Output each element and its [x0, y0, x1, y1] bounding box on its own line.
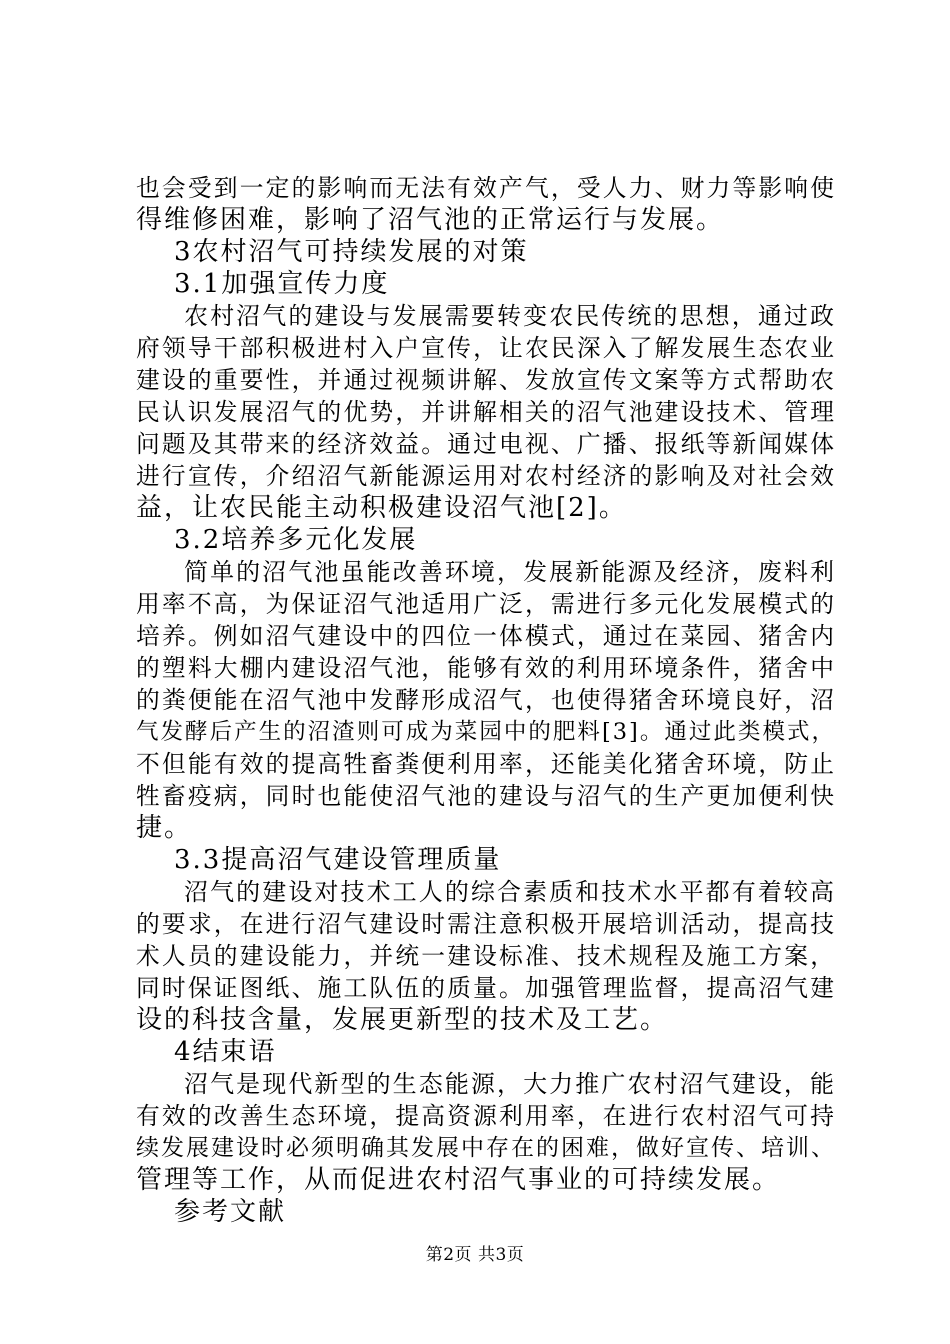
paragraph-line: 的塑料大棚内建设沼气池，能够有效的利用环境条件，猪舍中 [136, 654, 836, 682]
paragraph-line: 有效的改善生态环境，提高资源利用率，在进行农村沼气可持 [136, 1102, 836, 1130]
paragraph-line: 农村沼气的建设与发展需要转变农民传统的思想，通过政 [184, 302, 836, 330]
paragraph-line: 术人员的建设能力，并统一建设标准、技术规程及施工方案， [136, 942, 836, 970]
paragraph [136, 1068, 836, 1196]
page-footer [0, 1245, 950, 1265]
paragraph-line: 简单的沼气池虽能改善环境，发展新能源及经济，废料利 [184, 558, 836, 586]
section-heading: 3.2培养多元化发展 [174, 525, 418, 555]
paragraph-line: 捷。 [136, 813, 193, 843]
paragraph-line: 进行宣传，介绍沼气新能源运用对农村经济的影响及对社会效 [136, 462, 836, 490]
paragraph-line: 也会受到一定的影响而无法有效产气，受人力、财力等影响使 [136, 174, 836, 202]
paragraph-line: 的要求，在进行沼气建设时需注意积极开展培训活动，提高技 [136, 910, 836, 938]
paragraph [136, 172, 836, 236]
paragraph-line: 问题及其带来的经济效益。通过电视、广播、报纸等新闻媒体 [136, 430, 836, 458]
paragraph-line: 培养。例如沼气建设中的四位一体模式，通过在菜园、猪舍内 [136, 622, 836, 650]
paragraph-line: 用率不高，为保证沼气池适用广泛，需进行多元化发展模式的 [136, 590, 836, 618]
paragraph-line: 沼气是现代新型的生态能源，大力推广农村沼气建设，能 [184, 1070, 836, 1098]
paragraph [136, 300, 836, 524]
paragraph-line: 气发酵后产生的沼渣则可成为菜园中的肥料[3]。通过此类模式， [136, 719, 836, 745]
section-heading: 4结束语 [174, 1037, 277, 1067]
paragraph-line: 建设的重要性，并通过视频讲解、发放宣传文案等方式帮助农 [136, 366, 836, 394]
paragraph-line: 设的科技含量，发展更新型的技术及工艺。 [136, 1005, 669, 1035]
paragraph-line: 管理等工作，从而促进农村沼气事业的可持续发展。 [136, 1165, 781, 1195]
paragraph-line: 民认识发展沼气的优势，并讲解相关的沼气池建设技术、管理 [136, 398, 836, 426]
section-heading: 3农村沼气可持续发展的对策 [174, 237, 529, 267]
paragraph-line: 得维修困难，影响了沼气池的正常运行与发展。 [136, 205, 725, 235]
paragraph-line: 牲畜疫病，同时也能使沼气池的建设与沼气的生产更加便利快 [136, 782, 836, 810]
paragraph-line: 不但能有效的提高牲畜粪便利用率，还能美化猪舍环境，防止 [136, 750, 836, 778]
paragraph-line: 府领导干部积极进村入户宣传，让农民深入了解发展生态农业 [136, 334, 836, 362]
paragraph-line: 同时保证图纸、施工队伍的质量。加强管理监督，提高沼气建 [136, 974, 836, 1002]
paragraph-line: 沼气的建设对技术工人的综合素质和技术水平都有着较高 [184, 878, 836, 906]
section-heading: 3.3提高沼气建设管理质量 [174, 845, 502, 875]
section-heading: 3.1加强宣传力度 [174, 269, 390, 299]
paragraph [136, 876, 836, 1036]
document-body [136, 172, 836, 1228]
page-number: 第2页 共3页 [425, 1245, 525, 1265]
section-heading: 参考文献 [174, 1197, 287, 1227]
paragraph [136, 556, 836, 844]
paragraph-line: 续发展建设时必须明确其发展中存在的困难，做好宣传、培训、 [136, 1135, 836, 1161]
paragraph-line: 益，让农民能主动积极建设沼气池[2]。 [136, 493, 627, 523]
paragraph-line: 的粪便能在沼气池中发酵形成沼气，也使得猪舍环境良好，沼 [136, 686, 836, 714]
